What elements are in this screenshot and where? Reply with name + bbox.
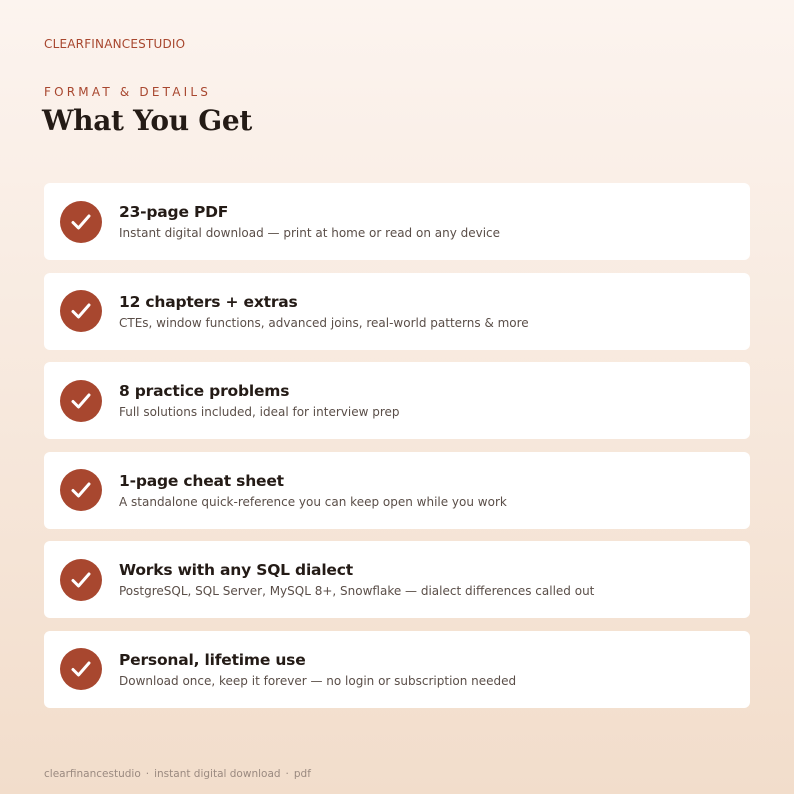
footer: [44, 768, 311, 780]
page-title: What You Get: [42, 104, 253, 137]
feature-description: CTEs, window functions, advanced joins, real-world patterns & more: [119, 315, 529, 330]
feature-card: [44, 273, 750, 350]
feature-title: 1-page cheat sheet: [119, 471, 284, 490]
feature-description: A standalone quick-reference you can keep open while you work: [119, 494, 507, 509]
check-circle-icon: [60, 290, 102, 332]
check-circle-icon: [60, 380, 102, 422]
feature-description: Full solutions included, ideal for interview prep: [119, 405, 400, 419]
check-circle-icon: [60, 648, 102, 690]
feature-card: [44, 631, 750, 708]
feature-card: [44, 362, 750, 439]
section-eyebrow: FORMAT & DETAILS: [44, 85, 212, 99]
footer-separator: ·: [145, 768, 150, 780]
feature-description: Download once, keep it forever — no login or subscription needed: [119, 673, 517, 688]
feature-description: PostgreSQL, SQL Server, MySQL 8+, Snowflake — dialect differences called out: [119, 584, 595, 598]
feature-card: [44, 452, 750, 529]
feature-title: 23-page PDF: [119, 203, 229, 221]
feature-description: Instant digital download — print at home or read on any device: [119, 226, 501, 240]
feature-title: 8 practice problems: [119, 382, 290, 400]
feature-title: Personal, lifetime use: [119, 650, 306, 669]
check-circle-icon: [60, 469, 102, 511]
brand-name: CLEARFINANCESTUDIO: [44, 37, 186, 51]
feature-title: Works with any SQL dialect: [119, 561, 353, 579]
feature-title: 12 chapters + extras: [119, 292, 298, 311]
footer-site: clearfinancestudio: [44, 768, 141, 780]
check-circle-icon: [60, 201, 102, 243]
footer-delivery: instant digital download: [154, 768, 281, 780]
feature-card: [44, 183, 750, 260]
check-circle-icon: [60, 559, 102, 601]
feature-card: [44, 541, 750, 618]
footer-separator: ·: [285, 768, 289, 780]
feature-list: [44, 183, 750, 720]
footer-format: pdf: [293, 768, 311, 780]
